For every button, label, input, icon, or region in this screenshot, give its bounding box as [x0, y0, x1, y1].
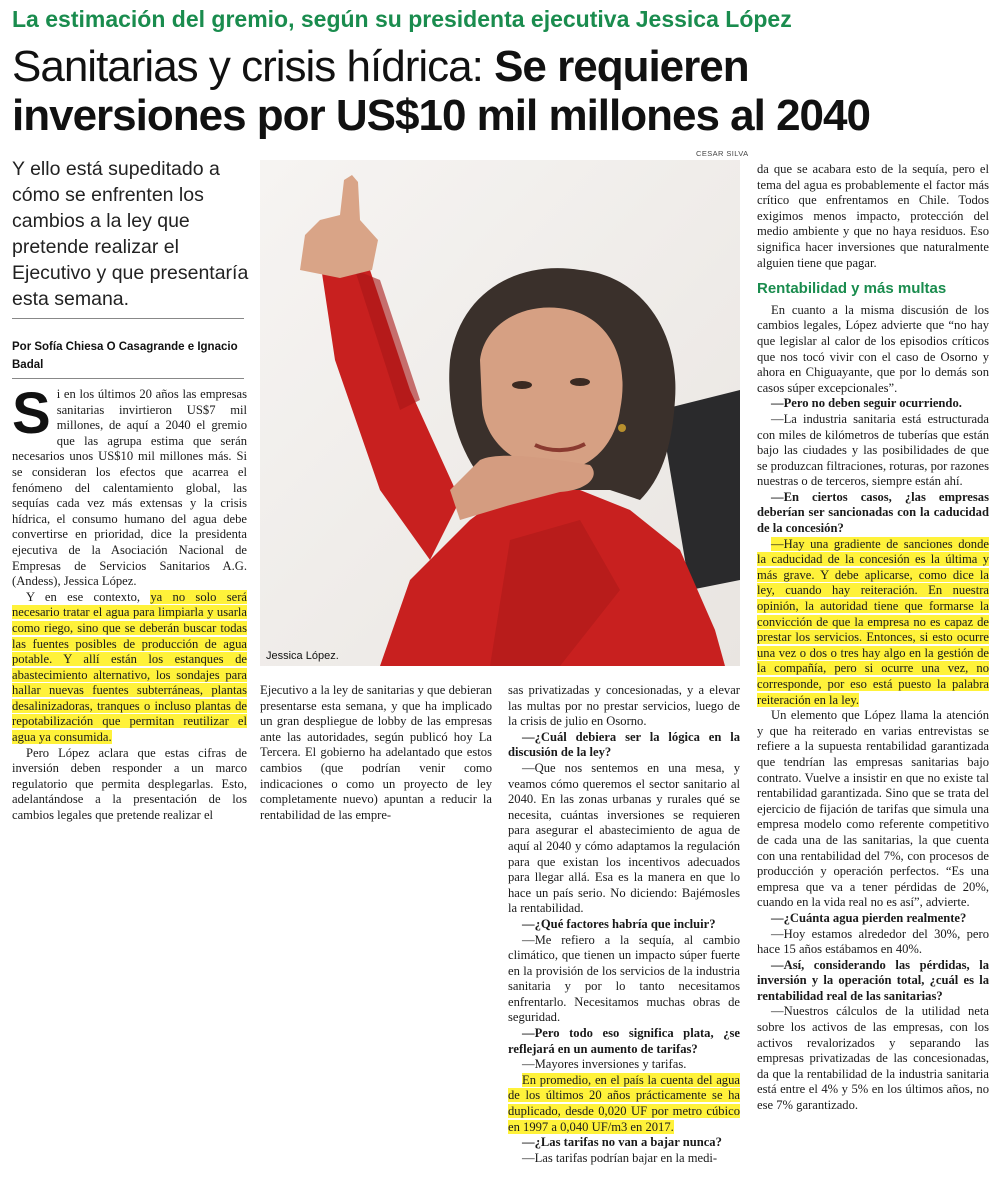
- col2-paragraph-1: Ejecutivo a la ley de sanitarias y que debieran presentarse esta semana, y que ha implicado un gran despliegue de lobby de las empresas ante las autoridades, según publicó hoy La Tercera. El gobierno ha adelantado que estos cambios (que podrían venir como indicaciones o como un proyecto de ley completamente nuevo) apuntan a reducir la rentabilidad de las empre-: [260, 683, 492, 822]
- col3-answer-2: —Me refiero a la sequía, al cambio climático, que tienen un impacto súper fuerte en la provisión de los servicios de la industria sanitaria y por lo tanto necesitamos enfrentarlo. Necesitamos muchas obras de seguridad.: [508, 932, 740, 1025]
- col4-paragraph-2: En cuanto a la misma discusión de los cambios legales, López advierte que “no hay que legislar al calor de los episodios críticos que nos tocó vivir con el caso de Osorno y ahora en Chiguayante, que por lo demás son casos súper excepcionales”.: [757, 302, 989, 395]
- col1-paragraph-1: i en los últimos 20 años las empresas sanitarias invirtieron US$7 mil millones, de aquí a 2040 el gremio que las agrupa estima que serán necesarios unos US$10 mil millones más. Si se consideran los efectos que acarrea el fenómeno del calentamiento global, las sequías cada vez más extensas y la crisis hídrica, el consumo humano del agua debe convertirse en prioridad, dice la presidenta ejecutiva de la Asociación Nacional de Empresas de Servicios Sanitarios A.G. (Andess), Jessica López.: [12, 387, 247, 589]
- col3-question-3: —Pero todo eso significa plata, ¿se reflejará en un aumento de tarifas?: [508, 1026, 740, 1056]
- standfirst: Y ello está supeditado a cómo se enfrenten los cambios a la ley que pretende realizar el Ejecutivo y que presentaría esta semana.: [12, 158, 249, 310]
- col3-answer-3-highlight: En promedio, en el país la cuenta del agua de los últimos 20 años prácticamente se ha duplicado, desde 0,020 UF por metro cúbico en 1997 a 0,040 UF/m3 en 2017.: [508, 1072, 740, 1134]
- col3-question-2: —¿Qué factores habría que incluir?: [522, 916, 716, 931]
- col4-answer-1: —La industria sanitaria está estructurada con miles de kilómetros de tuberías que están bajo las ciudades y las posibilidades de que se produzcan filtraciones, roturas, por razones nuestras o de terceros, siempre están ahí.: [757, 411, 989, 489]
- col4-question-1: —Pero no deben seguir ocurriendo.: [771, 396, 962, 411]
- col3-answer-3: —Mayores inversiones y tarifas.: [522, 1057, 687, 1072]
- column-2: [260, 683, 492, 823]
- col3-paragraph-1: sas privatizadas y concesionadas, y a elevar las multas por no prestar servicios, luego de la crisis de julio en Osorno.: [508, 683, 740, 729]
- byline: Por Sofía Chiesa O Casagrande e Ignacio Badal: [12, 341, 238, 371]
- photo: [260, 160, 740, 666]
- column-4: [757, 162, 989, 1114]
- headline: [12, 42, 992, 140]
- headline-bold: Se requieren inversiones por US$10 mil millones al 2040: [12, 42, 870, 140]
- col1-paragraph-2-lead: Y en ese contexto,: [26, 589, 141, 604]
- col4-paragraph-1: da que se acabara esto de la sequía, pero el tema del agua es probablemente el factor más crítico que enfrentamos en Chile. Todos exigimos menos impacto, protección del medio ambiente y que no haya residuos. Eso significa hacer inversiones que naturalmente alguien tiene que pagar.: [757, 162, 989, 270]
- column-3: [508, 683, 740, 1166]
- col4-answer-3: —Hoy estamos alrededor del 30%, pero hace 15 años estábamos en 40%.: [757, 926, 989, 957]
- col1-paragraph-2-highlight: ya no solo será necesario tratar el agua para limpiarla y usarla como riego, sino que se deberán buscar todas las fuentes posibles de producción de agua potable. Y allí están los estanques de abastecimiento alternativo, los sondajes para hallar nuevas fuentes subterráneas, plantas desalinizadoras, tranques o incluso plantas de repotabilización que permitan reutilizar el agua ya consumida.: [12, 589, 247, 745]
- col4-answer-2-highlight: —Hay una gradiente de sanciones donde la caducidad de la concesión es la última y más grave. Y debe aplicarse, como dice la ley, cuando hay reiteración. En nuestra opinión, la autoridad tiene que formarse la convicción de que la empresa no es capaz de prestar los servicios. Entonces, si esto ocurre una vez o dos o tres hay algo en la gestión de la compañía, pero si ocurre una vez, no corresponde, por eso está puesto la palabra reiteración en la ley.: [757, 536, 989, 707]
- kicker: La estimación del gremio, según su presidenta ejecutiva Jessica López: [12, 6, 792, 32]
- col3-question-4: —¿Las tarifas no van a bajar nunca?: [522, 1135, 722, 1150]
- photo-caption: Jessica López.: [266, 650, 339, 662]
- byline-rule: [12, 378, 244, 379]
- photo-credit: CESAR SILVA: [696, 149, 749, 158]
- col4-question-4: —Así, considerando las pérdidas, la inversión y la operación total, ¿cuál es la rentabilidad real de las sanitarias?: [757, 957, 989, 1003]
- headline-light: Sanitarias y crisis hídrica:: [12, 42, 483, 91]
- portrait-illustration: [260, 160, 740, 666]
- col3-answer-1: —Que nos sentemos en una mesa, y veamos cómo queremos el sector sanitario al 2040. En las zonas urbanas y rurales qué se necesita, cuántas inversiones se requieren para asegurar el abastecimiento de agua de aquí al 2040 y cómo adaptamos la regulación para que existan los incentivos adecuados para llegar allá. Esa es la manera en que lo hace un país serio. No diciendo: Bajémosles la rentabilidad.: [508, 760, 740, 916]
- col3-answer-4: —Las tarifas podrían bajar en la medi-: [522, 1150, 718, 1165]
- dropcap: S: [12, 381, 51, 446]
- col4-question-3: —¿Cuánta agua pierden realmente?: [771, 910, 967, 925]
- col4-paragraph-3: Un elemento que López llama la atención y que ha reiterado en varias entrevistas se refiere a la supuesta rentabilidad garantizada que tendrían las empresas sanitarias bajo contrato. Vuelve a insistir en que no existe tal rentabilidad garantizada. Sino que se trata del ejercicio de fijación de tarifas que simula una empresa modelo como referente competitivo de cada una de las sanitarias, la que cuenta con una rentabilidad del 7%, con procesos de producción y operación perfectos. “Es una empresa que va a tener pérdidas de 20%, cuando en la vida real no es así”, advierte.: [757, 708, 989, 910]
- col4-subhead: Rentabilidad y más multas: [757, 280, 947, 298]
- col3-question-1: —¿Cuál debiera ser la lógica en la discusión de la ley?: [508, 729, 740, 760]
- col1-paragraph-3: Pero López aclara que estas cifras de inversión deben responder a un marco regulatorio que permita desplegarlas. Esto, adelantándose a la presentación de los cambios legales que pretende realizar el: [12, 745, 247, 823]
- col4-answer-4: —Nuestros cálculos de la utilidad neta sobre los activos de las empresas, con los activos revalorizados y separando las empresas privatizadas de las concesionadas, da que la rentabilidad de la industria sanitaria está entre el 4% y 5% en los últimos años, no ese 7% garantizado.: [757, 1004, 989, 1113]
- standfirst-rule: [12, 318, 244, 319]
- col4-question-2: —En ciertos casos, ¿las empresas deberían ser sancionadas con la caducidad de la concesión?: [757, 489, 989, 536]
- column-1: [12, 381, 247, 824]
